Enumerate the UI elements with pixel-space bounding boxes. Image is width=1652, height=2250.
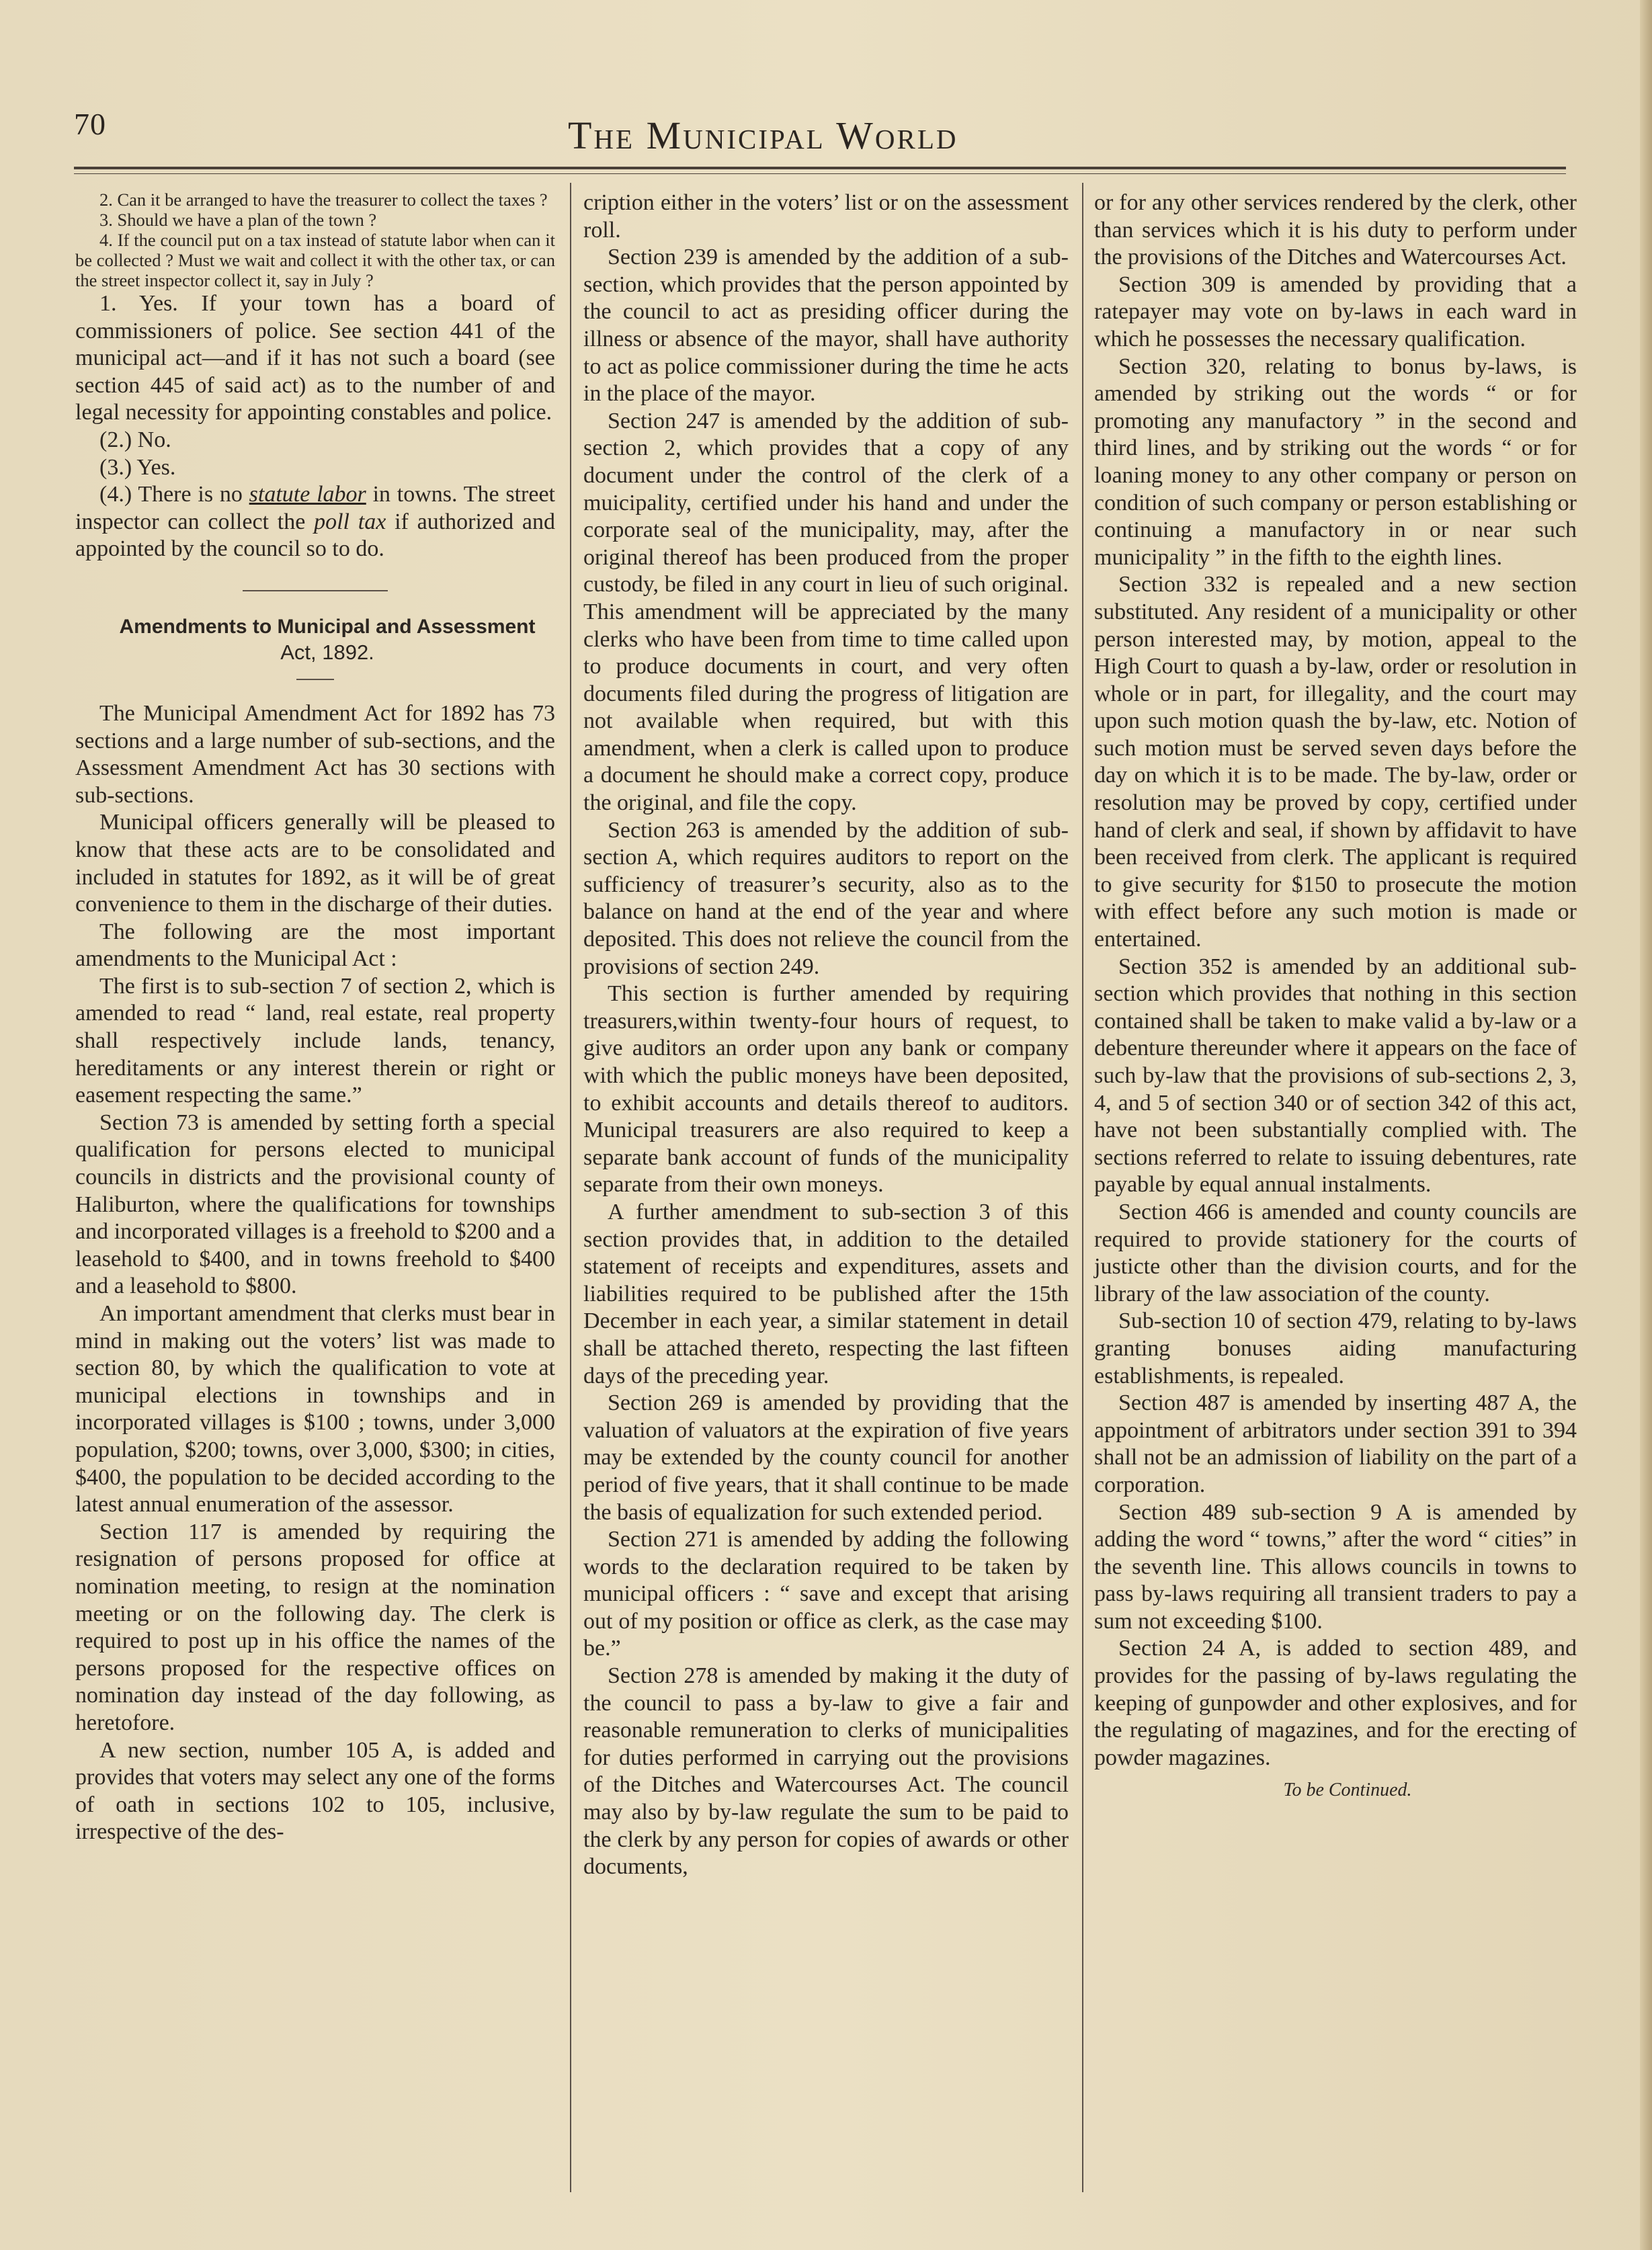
answer-4-text: (4.) There is no [99, 482, 249, 507]
article-paragraph: An important amendment that clerks must bear in mind in making out the voters’ list was made to section 80, by which the qualification to vote at municipal elections in townships and in incorporated villages is $100 ; towns, under 3,000 population, $200; towns, over 3,000, $300; in cities, $400, the population to be decided according to the latest annual enumeration of the assessor. [75, 1301, 555, 1517]
column-2 [583, 190, 1069, 1881]
article-paragraph: Section 24 A, is added to section 489, and provides for the passing of by-laws regulating the keeping of gunpowder and other explosives, and for the regulating of magazines, and for the erecting of powder magazines. [1094, 1636, 1577, 1770]
answer-4-emphasis: statute labor [249, 482, 366, 507]
question-2: 2. Can it be arranged to have the treasurer to collect the taxes ? [99, 190, 548, 210]
header-rule-thin [74, 173, 1566, 174]
header-rule-thick [74, 167, 1566, 169]
article-paragraph: Section 247 is amended by the addition of sub-section 2, which provides that a copy of any document under the control of the clerk of a muicipality, certified under his hand and under the corporate seal of the municipality, may, after the original thereof has been produced from the proper custody, be filed in any court in lieu of such original. This amendment will be appreciated by the many clerks who have been from time to time called upon to produce documents in court, and very often documents filed during the progress of litigation are not available when required, but with this amendment, when a clerk is called upon to produce a document he should make a correct copy, produce the original, and file the copy. [583, 408, 1069, 816]
page-edge-shadow [1640, 0, 1652, 2250]
article-paragraph: Section 489 sub-section 9 A is amended by adding the word “ towns,” after the word “ cities” in the seventh line. This allows councils in towns to pass by-laws requiring all transient traders to pay a sum not exceeding $100. [1094, 1499, 1577, 1634]
section-divider [243, 590, 388, 591]
article-paragraph: Section 269 is amended by providing that the valuation of valuators at the expiration of five years may be extended by the county council for another period of five years, that it shall continue to be made the basis of equalization for such extended period. [583, 1390, 1069, 1525]
column-divider [570, 183, 571, 2192]
article-heading-line-2: Act, 1892. [280, 640, 374, 664]
article-paragraph: Section 320, relating to bonus by-laws, is amended by striking out the words “ or for promoting any manufactory ” in the second and third lines, and by striking out the words “ or for loaning money to any other company or person on condition of such company or person establishing or continuing a manufactory in or near such municipality ” in the fifth to the eighth lines. [1094, 353, 1577, 570]
article-paragraph: Section 117 is amended by requiring the resignation of persons proposed for office at nomination meeting, to resign at the nomination meeting or on the following day. The clerk is required to post up in his office the names of the persons proposed for the respective offices on nomination day instead of the day following, as heretofore. [75, 1519, 555, 1735]
to-be-continued-note: To be Continued. [1283, 1780, 1412, 1801]
article-paragraph: This section is further amended by requiring treasurers,within twenty-four hours of request, to give auditors an order upon any bank or company with which the public moneys have been deposited, to exhibit accounts and details thereof to auditors. Municipal treasurers are also required to keep a separate bank account of funds of the municipality separate from their own moneys. [583, 981, 1069, 1198]
answer-1: 1. Yes. If your town has a board of commissioners of police. See section 441 of the municipal act—and if it has not such a board (see section 445 of said act) as to the number of and legal necessity for appointing constables and police. [75, 291, 555, 425]
answer-2: (2.) No. [99, 427, 171, 452]
heading-divider [296, 679, 334, 680]
article-paragraph-continued: cription either in the voters’ list or on the assessment roll. [583, 190, 1069, 243]
running-head-title: The Municipal World [568, 114, 958, 157]
article-paragraph: The following are the most important amendments to the Municipal Act : [75, 919, 555, 972]
article-paragraph: Section 466 is amended and county councils are required to provide stationery for the courts of justicte other than the division courts, and for the library of the law association of the county. [1094, 1199, 1577, 1306]
answer-4 [75, 481, 555, 563]
article-paragraph: Section 487 is amended by inserting 487 A, the appointment of arbitrators under section 391 to 394 shall not be an admission of liability on the part of a corporation. [1094, 1390, 1577, 1497]
page-number: 70 [74, 107, 106, 141]
article-paragraph: Section 239 is amended by the addition of a sub-section, which provides that the person appointed by the council to act as presiding officer during the illness or absence of the mayor, shall have authority to act as police commissioner during the time he acts in the place of the mayor. [583, 245, 1069, 407]
column-1 [75, 190, 555, 1846]
question-3: 3. Should we have a plan of the town ? [99, 210, 377, 230]
question-4: 4. If the council put on a tax instead of statute labor when can it be collected ? Must we wait and collect it with the other tax, or can the street inspector collect it, say in July ? [75, 230, 555, 290]
article-paragraph: Section 278 is amended by making it the duty of the council to pass a by-law to give a fair and reasonable remuneration to clerks of municipalities for duties performed in carrying out the provisions of the Ditches and Watercourses Act. The council may also by by-law regulate the sum to be paid to the clerk by any person for copies of awards or other documents, [583, 1663, 1069, 1880]
article-paragraph: Municipal officers generally will be pleased to know that these acts are to be consolidated and included in statutes for 1892, as it will be of great convenience to them in the discharge of their duties. [75, 810, 555, 917]
article-paragraph: The first is to sub-section 7 of section 2, which is amended to read “ land, real estate, real property shall respectively include lands, tenancy, hereditaments or any interest therein or right or easement respecting the same.” [75, 973, 555, 1108]
answer-4-text: if authorized and appointed by the council so to do. [75, 509, 555, 562]
column-divider [1082, 183, 1083, 2192]
article-paragraph: Section 309 is amended by providing that a ratepayer may vote on by-laws in each ward in which he possesses the necessary qualification. [1094, 272, 1577, 351]
article-paragraph: A further amendment to sub-section 3 of this section provides that, in addition to the detailed statement of receipts and expenditures, assets and liabilities required to be published after the 15th December in each year, a similar statement in detail shall be attached thereto, respecting the last fifteen days of the preceding year. [583, 1199, 1069, 1388]
answer-3: (3.) Yes. [99, 454, 176, 480]
article-heading: Amendments to Municipal and Assessment [119, 615, 536, 638]
article-paragraph: The Municipal Amendment Act for 1892 has 73 sections and a large number of sub-sections, and the Assessment Amendment Act has 30 sections with sub-sections. [75, 700, 555, 808]
answer-4-emphasis: poll tax [314, 509, 386, 534]
article-paragraph: Section 263 is amended by the addition of sub-section A, which requires auditors to report on the sufficiency of treasurer’s security, also as to the balance on hand at the end of the year and where deposited. This does not relieve the council from the provisions of section 249. [583, 817, 1069, 979]
column-3 [1094, 190, 1577, 1804]
article-paragraph: Section 271 is amended by adding the following words to the declaration required to be taken by municipal officers : “ save and except that arising out of my position or office as clerk, as the case may be.” [583, 1527, 1069, 1661]
article-paragraph-continued: or for any other services rendered by the clerk, other than services which it is his duty to perform under the provisions of the Ditches and Watercourses Act. [1094, 190, 1577, 270]
article-paragraph: Sub-section 10 of section 479, relating to by-laws granting bonuses aiding manufacturing establishments, is repealed. [1094, 1308, 1577, 1388]
article-paragraph: Section 332 is repealed and a new section substituted. Any resident of a municipality or other person interested may, by motion, appeal to the High Court to quash a by-law, order or resolution in whole or in part, for illegality, and the court may upon such motion quash the by-law, etc. Notion of such motion must be served seven days before the day on which it is to be made. The by-law, order or resolution may be proved by copy, certified under hand of clerk and seal, if shown by affidavit to have been received from clerk. The applicant is required to give security for $150 to prosecute the motion with effect before any such motion is made or entertained. [1094, 572, 1577, 952]
article-paragraph: A new section, number 105 A, is added and provides that voters may select any one of the forms of oath in sections 102 to 105, inclusive, irrespective of the des- [75, 1737, 555, 1845]
answer-4-text: in towns. The street inspector can collect the [75, 482, 555, 534]
article-paragraph: Section 352 is amended by an additional sub-section which provides that nothing in this section contained shall be taken to make valid a by-law or a debenture thereunder where it appears on the face of such by-law that the provisions of sub-sections 2, 3, 4, and 5 of section 340 or of section 342 of this act, have not been substantially complied with. The sections referred to relate to issuing debentures, rate payable by equal annual instalments. [1094, 954, 1577, 1198]
article-paragraph: Section 73 is amended by setting forth a special qualification for persons elected to municipal councils in districts and the provisional county of Haliburton, where the qualifications for townships and incorporated villages is a freehold to $200 and a leasehold to $400, and in towns freehold to $400 and a leasehold to $800. [75, 1110, 555, 1299]
